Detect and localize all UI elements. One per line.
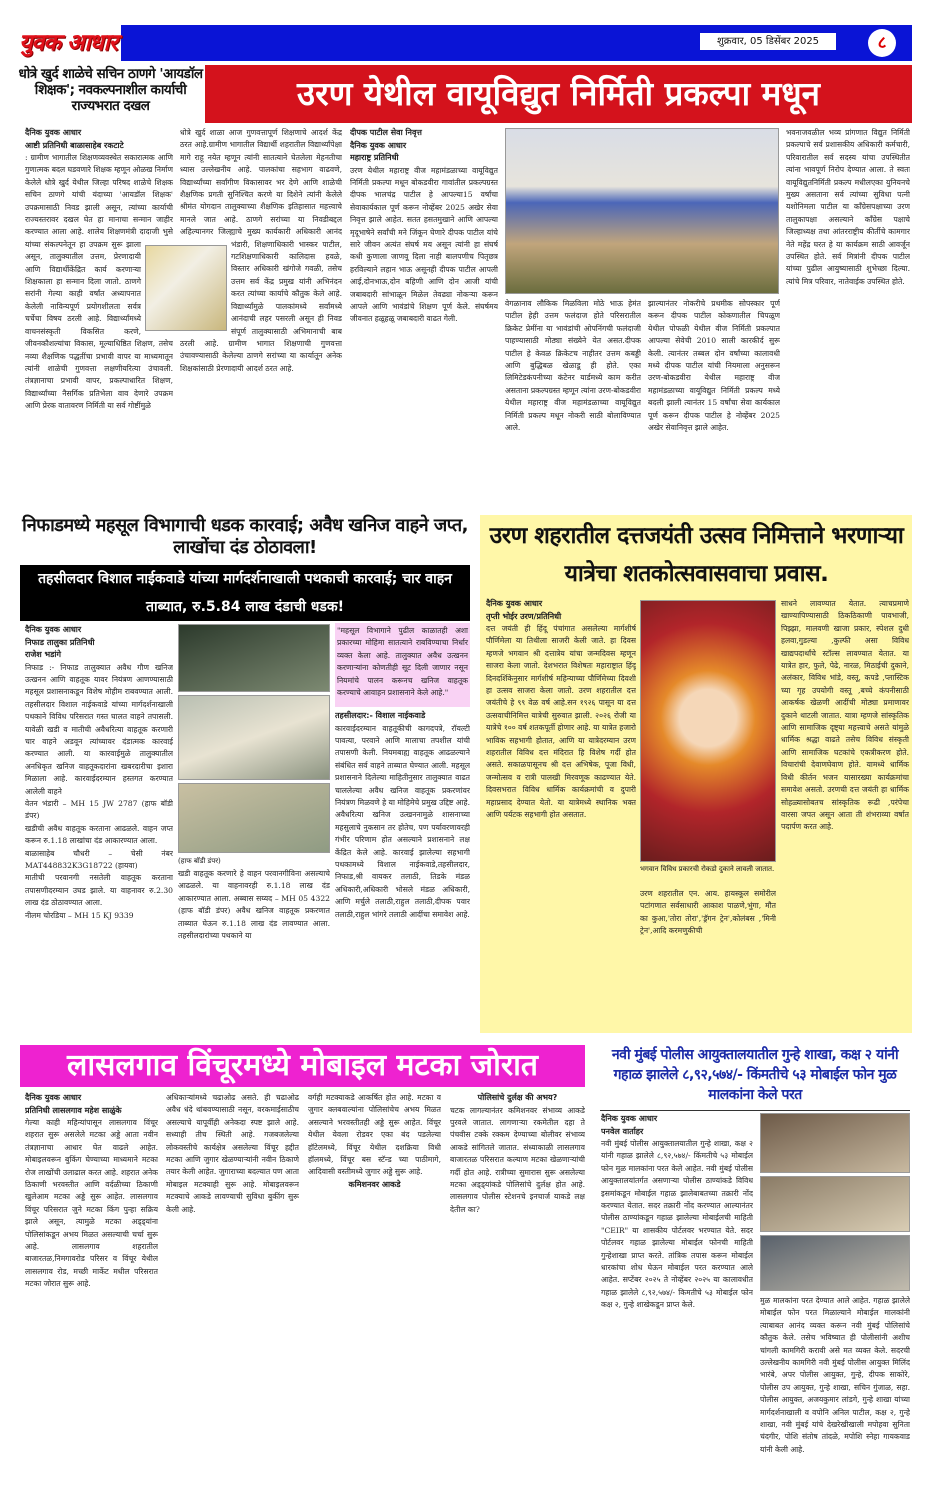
byline: दैनिक युवक आधार bbox=[486, 599, 543, 608]
byline: दैनिक युवक आधार bbox=[601, 1114, 658, 1123]
truck-photo bbox=[178, 695, 330, 780]
article-text: निफाड :- निफाड तालुक्यात अवैध गौण खनिज उत्खनन आणि वाहतूक यावर नियंत्रण आणण्यासाठी महसूल प्रशासनाकडून विशेष मोहीम राबवण्यात आली. तहसीलदार विशाल नाईकवाडे यांच्या मार्गदर्शनाखाली पथकाने विविध परिसरात गस्त घालत वाहने तपासली. यावेळी खडी व मातीची अवैधरित्या वाहतूक करणारी चार वाहने अडवून त्यांच्यावर दंडात्मक कारवाई करण्यात आली. या कारवाईमुळे तालुक्यातील अनधिकृत खनिज वाहतूकदारांना खबरदारीचा इशारा मिळाला आहे. कारवाईदरम्यान हस्तगत करण्यात आलेली वाहने bbox=[25, 662, 173, 796]
subheading: कमिशनवर आकडे bbox=[348, 1179, 401, 1189]
article4-col1 bbox=[486, 598, 636, 1028]
article4-col3: साधने लावण्यात येतात. त्याचप्रमाणे खाण्यापिण्यासाठी ठिकठिकाणी पावभाजी, पिझ्झा, मालवणी खाजा प्रकार, स्पेशल दुधी हलवा,गुडल्या ,कुल्फी असा विविध खाद्यपदार्थांचे स्टॉल्स लावण्यात येतात. या यात्रेत हार, फुले, पेढे, नारळ, मिठाईची दुकाने, अलंकार, विविध भांडे, वस्तू, कपडे ,प्लास्टिक च्या गृह उपयोगी वस्तू ,बच्चे कंपनीसाठी आकर्षक खेळणी आदींची मोठ्या प्रमाणावर दुकाने थाटली जातात. यात्रा म्हणजे सांस्कृतिक आणि सामाजिक दृष्ट्या महत्त्वाचे असते यांमुळे धार्मिक श्रद्धा वाढते तसेच विविध संस्कृती आणि सामाजिक घटकांचे एकत्रीकरण होते. विचारांची देवाणघेवाण होते. यामध्ये धार्मिक विधी कीर्तन भजन यासारख्या कार्यक्रमांचा समावेश असतो. उरणची दत्त जयंती हा धार्मिक सोहळ्यासोबतच सांस्कृतिक रूढी ,परंपेचा वारसा जपत असून आता ती शंभराव्या वर्षात पदार्पण करत आहे. bbox=[781, 599, 909, 832]
byline: पनवेल वार्ताहर bbox=[601, 1126, 644, 1136]
vehicle-entry: वेतन भंडारी – MH 15 JW 2787 (हाफ बॉडी डंपर) bbox=[25, 798, 173, 821]
byline: राजेश भडांगे bbox=[25, 650, 61, 659]
article-text: चटक लागल्यानंतर कमिशनवर संभाव्य आकडे पुरवले जातात. लागणाऱ्या रकमेतील दहा ते पंचवीस टक्के रक्कम देण्याच्या बोलीवर संभाव्य आकडे सांगितले जातात. संध्याकाळी लासलगाव बाजारतळ परिसरात कल्याण मटका खेळणाऱ्यांची गर्दी होत आहे. रात्रीच्या सुमारास सुरू असलेल्या मटका अड्ड्यांकडे पोलिसांचे दुर्लक्ष होत आहे. लासलगाव पोलीस स्टेशनचे इनचार्ज याकडे लक्ष देतील का? bbox=[450, 1105, 585, 1214]
vehicle-entry: नीलम चोरडिया – MH 15 KJ 9339 bbox=[25, 910, 134, 920]
article5-col1 bbox=[25, 1092, 158, 1492]
byline: दैनिक युवक आधार bbox=[350, 140, 407, 150]
article1-photo bbox=[145, 245, 227, 331]
byline: दैनिक युवक आधार bbox=[25, 128, 82, 137]
article-text: दत्त जयंती ही हिंदू पंचांगात असलेल्या मार्गशीर्ष पौर्णिमेला या तिथीला साजरी केली जाते. हा दिवस म्हणजे भगवान श्री दत्तात्रेय यांचा जन्मदिवस म्हणून साजरा केला जातो. देशभरात विशेषतः महाराष्ट्रात हिंदू दिनदर्शिकेनुसार मार्गशीर्ष महिन्याच्या पौर्णिमेच्या दिवशी हा उत्सव साजरा केला जातो. उरण शहरातील दत्त जयंतीचे हे ९९ वेळ वर्ष आहे.सन १९२६ पासून या दत्त उत्सवाचीनिमित्त यात्रेची सुरुवात झाली. २०२६ रोजी या यात्रेचे १०० वर्ष शतकपूर्ती होणार आहे. या यात्रेत हजारो भाविक सहभागी होतात, आणि या यात्रेदरम्यान उरण शहरातील विविध दत्त मंदिरात हि विशेष गर्दी होत असते. सकाळपासूनच श्री दत्त अभिषेक, पूजा विधी, जन्मोत्सव व रात्री पालखी मिरवणूक काढण्यात येते. दिवसभरात विविध धार्मिक कार्यक्रमांची व दुपारी महाप्रसाद देण्यात येतो. या यात्रेमध्ये स्थानिक भक्त आणि पर्यटक सहभागी होत असतात. bbox=[486, 624, 636, 820]
byline: महाराष्ट्र प्रतिनिधी bbox=[350, 153, 399, 162]
article-text: उरण येथील महाराष्ट्र वीज महामंडळाच्या वायूविद्युत निर्मिती प्रकल्पा मधून बोकडवीरा गावांतील प्रकल्पग्रस्त दीपक भालचंद्र पाटील हे आपल्या15 वर्षांचा सेवाकार्यकाल पूर्ण करून नोव्हेंबर 2025 अखेर सेवा निवृत्त झाले आहेत. सतत हसतमुखाने आणि आपल्या मृदूभाषेने सर्वांची मने जिंकून घेणारे दीपक पाटील यांचे सारे जीवन अत्यंत संघर्ष मय असून त्यांनी हा संघर्ष कधी कुणाला जाणवू दिला नाही बालपणीच पितृछत्र हरविल्याने लहान भाऊ असूनही दीपक पाटील आपली आई,दोनभाऊ,दोन बहिणी आणि दोन आजी यांची जबाबदारी सांभाळून मिळेल तेवढ्या नोकऱ्या करून आपले आणि भावंडांचे शिक्षण पूर्ण केले. संघर्षमय जीवनात हळूहळू जबाबदारी वाढत गेली. bbox=[350, 165, 498, 324]
page-number: ८ bbox=[868, 29, 896, 57]
mobile-return-photo bbox=[760, 1235, 910, 1291]
byline: आष्टी प्रतिनिधी बाळासाहेब रकटाटे bbox=[25, 140, 124, 150]
article-text: नवी मुंबई पोलीस आयुक्तालयातील गुन्हे शाखा, कक्ष २ यांनी गहाळ झालेले ८,९२,५७४/- किंमतीचे ५३ मोबाईल फोन मुळ मालकांना परत केले आहेत. नवी मुंबई पोलीस आयुक्तालयांतर्गत असणाऱ्या पोलीस ठाण्यांकडे विविध इसमांकडून मोबाईल गहाळ झालेबाबतच्या तक्रारी नोंद करण्यात येतात. सदर तक्रारी नोंद करण्यात आल्यानंतर पोलीस ठाण्यांकडून गहाळ झालेल्या मोबाईलची माहिती "CEIR" या शासकीय पोर्टलवर भरण्यात येते. सदर पोर्टलवर गहाळ झालेल्या मोबाईल फोनची माहिती गुन्हेशाखा प्राप्त करते. तांत्रिक तपास करून मोबाईल धारकांचा शोध घेऊन मोबाईल परत करण्यात आले आहेत. सप्टेंबर २०२५ ते नोव्हेंबर २०२५ या कालावधीत गहाळ झालेले ८,९२,५७४/- किमतीचे ५३ मोबाईल फोन कक्ष २, गुन्हे शाखेकडून प्राप्त केले. bbox=[601, 1139, 753, 1310]
photo-caption: (हाफ बॉडी डंपर) bbox=[178, 857, 221, 865]
article5-headline-banner: लासलगाव विंचूरमध्ये मोबाइल मटका जोरात bbox=[20, 1045, 585, 1087]
article5-col3 bbox=[308, 1092, 441, 1492]
article3-quote-box: "महसूल विभागाने पुढील काळातही अशा प्रकारच्या मोहिमा सातत्याने राबविण्याचा निर्धार व्यक्त केला आहे. तालुक्यात अवैध उत्खनन करणाऱ्यांना कोणतीही सूट दिली जाणार नसून नियमांचे पालन करूनच खनिज वाहतूक करण्याचे आवाहन प्रशासनाने केले आहे." bbox=[335, 623, 470, 707]
mobile-return-photo bbox=[760, 1113, 910, 1173]
subheading: पोलिसांचे दुर्लक्ष की अभय? bbox=[477, 1093, 558, 1102]
article2-col4: भवनाजवळील भव्य प्रांगणात विद्युत निर्मिती प्रकल्पाचे सर्व प्रशासकीय अधिकारी कर्मचारी, परिवारातील सर्व सदस्य यांचा उपस्थितीत त्यांना भावपूर्ण निरोप देण्यात आला. ते स्वतः वायूविद्युतनिर्मिती प्रकल्प मधीलएका युनियनचे मुख्य असताना सर्व त्यांच्या सुविधा पत्नी यशोनिमला पाटील या कॉंग्रेसपक्षाच्या उरण तालुकापक्षा असल्याने कॉंग्रेस पक्षाचे जिल्हाध्यक्ष तथा आंतरराष्ट्रीय कीर्तीचे कामगार नेते महेंद्र घरत हे या कार्यक्रम साठी आवर्जून उपस्थित होते. सर्व मित्रांनी दीपक पाटील यांच्या पुढील आयुष्यासाठी शुभेच्छा दिल्या. त्यांचे मित्र परिवार, नातेवाईक उपस्थित होते. bbox=[786, 128, 910, 286]
article4-headline: उरण शहरातील दत्तजयंती उत्सव निमित्ताने भरणाऱ्या यात्रेचा शतकोत्सवासवाचा प्रवास. bbox=[489, 523, 904, 587]
article3-headline: निफाडमध्ये महसूल विभागाची धडक कारवाई; अवैध खनिज वाहने जप्त, लाखोंचा दंड ठोठावला! bbox=[22, 515, 468, 558]
article3-col1 bbox=[25, 624, 173, 1034]
article2-headline-banner: उरण येथील वायूविद्युत निर्मिती प्रकल्पा मधून bbox=[205, 65, 912, 123]
article2-col1 bbox=[350, 127, 498, 505]
article5-col2: अधिकाऱ्यांमध्ये चढाओढ असते. ही चढाओढ अवैध धंदे थांबवण्यासाठी नसून, वरकमाईसाठीच असल्याचे यापूर्वीही अनेकदा स्पष्ट झाले आहे. सध्याही तीच स्थिती आहे. गजबजलेल्या लोकवस्तीचे कार्यक्षेत्र असलेल्या विंचूर हद्दीत मटका आणि जुगार खेळण्याऱ्यांनी नवीन ठिकाणे तयार केली आहेत. जुगाराच्या बदल्यात पण आता मोबाइल मटक्याही सुरू आहे. मोबाइलवरून मटक्याचे आकडे लावण्याची सुविधा बुकींग सुरू केली आहे. bbox=[166, 1093, 299, 1214]
byline: दैनिक युवक आधार bbox=[25, 1093, 82, 1102]
article-text: वर्गही मटक्याकडे आकर्षित होत आहे. मटका व जुगार क्लबवाल्यांना पोलिसांचेच अभय मिळत असल्याने भरवस्तीतही अड्डे सुरू आहेत. विंचूर येथील येवला रोडवर एका बंद पडलेल्या हॉटेलमध्ये, विंचूर येथील दशक्रिया विधी हॉलमध्ये, विंचूर बस स्टॅन्ड च्या पाठीमागे, आदिवासी वस्तीमध्ये जुगार अड्डे सुरू आहे. bbox=[308, 1093, 441, 1177]
byline: दैनिक युवक आधार bbox=[25, 625, 82, 634]
article-text: कारवाईदरम्यान वाहतूकीची कागदपत्रे, रॉयल्टी पावत्या, परवाने आणि मालाचा तपशील यांची तपासणी केली. नियमबाह्य वाहतूक आढळल्याने संबंधित सर्व वाहने ताब्यात घेण्यात आली. महसूल प्रशासनाने दिलेल्या माहितीनुसार तालुक्यात वाढत चाललेल्या अवैध खनिज वाहतूक प्रकरणांवर नियंत्रण मिळवणे हे या मोहिमेचे प्रमुख उद्दिष्ट आहे. अवैधरित्या खनिज उत्खननामुळे शासनाच्या महसुलाचे नुकसान तर होतेच, पण पर्यावरणावरही गंभीर परिणाम होत असल्याने प्रशासनाने लक्ष केंद्रित केले आहे. कारवाई झालेल्या सहभागी पथकामध्ये विशाल नाईकवाडे,तहसीलदार, निफाड,श्री वायकर तलाठी, तिडके मंडळ अधिकारी,अधिकारी भोसले मंडळ अधिकारी, आणि मर्चुले तलाठी,राहुल तलाठी,दीपक पवार तलाठी,राहुल भांगरे तलाठी आदींचा समावेश आहे. bbox=[335, 723, 470, 919]
newspaper-logo: युवक आधार bbox=[15, 25, 121, 61]
vehicle-entry: मातीची परवानगी नसतेली वाहतूक करताना तपासणीदरम्यान उघड झाले. या वाहनावर रु.2.30 लाख दंड ठोठावण्यात आला. bbox=[25, 873, 173, 908]
article3-col2: खडी वाहतूक करणारे हे वाहन परवानगीविना असल्याचे आढळले. या वाहनावरही रु.1.18 लाख दंड आकारण्यात आला. अब्बास सय्यद – MH 05 4322 (हाफ बॉडी डंपर) अवैध खनिज वाहतूक प्रकरणात ताब्यात घेऊन रु.1.18 लाख दंड लावण्यात आला. तहसीलदारांच्या पथकाने या bbox=[178, 869, 330, 941]
kicker: दीपक पाटील सेवा निवृत्त bbox=[350, 128, 422, 137]
truck-photo bbox=[178, 624, 330, 692]
article5-col4 bbox=[450, 1092, 585, 1492]
article2-photo bbox=[505, 128, 779, 294]
article2-col3: झाल्यानंतर नोकरीचे प्रथमीक सोपस्कार पूर्ण करून दीपक पाटील कोकणातील चिपळूण येथील पोफळी येथील वीज निर्मिती प्रकल्पात आपल्या सेवेची 2010 साली कारकीर्द सुरू केली. त्यानंतर तब्बल दोन वर्षांच्या कालावधी मध्ये दीपक पाटील यांची नियमाला अनुसरून उरण-बोकडवीरा येथील महाराष्ट्र वीज महामंडळाच्या वायूविद्युत निर्मिती प्रकल्प मध्ये बदली झाली त्यानंतर 15 वर्षांचा सेवा कार्यकाल पूर्ण करून दीपक पाटील हे नोव्हेंबर 2025 अखेर सेवानिवृत्त झाले आहेत. bbox=[648, 299, 780, 433]
article6-col1 bbox=[601, 1113, 753, 1493]
article1-headline: धोत्रे खुर्द शाळेचे सचिन ठाणगे 'आयडॉल शिक्षक'; नवकल्पनाशील कार्याची राज्यभरात दखल bbox=[18, 66, 203, 115]
article3-col3 bbox=[335, 710, 470, 1030]
dattatreya-image bbox=[640, 600, 776, 862]
truck-photo bbox=[178, 783, 330, 853]
article-text: गेल्या काही महिन्यांपासून लासलगाव विंचूर शहरात सुरू असलेले मटका अड्डे आता नवीन तंत्रज्ञानाचा आधार घेत वाढले आहेत. मोबाइलवरून बुकिंग घेण्याच्या माध्यमाने मटका रोज लाखोंची उलाढाल करत आहे. शहरात अनेक ठिकाणी भरवस्तीत आणि वर्दळीच्या ठिकाणी खुलेआम मटका अड्डे सुरू आहेत. लासलगाव विंचूर परिसरात जुने मटका किंग पुन्हा सक्रिय झाले असून, त्यामुळे मटका अड्ड्यांना पोलिसांकडून अभय मिळत असल्याची चर्चा सुरू आहे. लासलगाव शहरातील बाजारतळ,निमगावरोड परिसर व विंचूर येथील लासलगाव रोड, मच्छी मार्केट मधील परिसरात मटका जोरात सुरू आहे. bbox=[25, 1118, 158, 1289]
image-caption: भगवान विविध प्रकारची रोकडो दुकाने लावली जातात. bbox=[640, 865, 775, 873]
article-text: धोत्रे खुर्द शाळा आज गुणवत्तापूर्ण शिक्षणाचे आदर्श केंद्र ठरत आहे.ग्रामीण भागातील विद्यार्थी शहरातील विद्यार्थ्यांपेक्षा मागे राहू नयेत म्हणून त्यांनी सातत्याने घेतलेला मेहनतीचा ध्यास उल्लेखनीय आहे. पालकांचा सहभाग वाढवणे, विद्यार्थ्यांच्या सर्वांगीण विकासावर भर देणे आणि शाळेची शैक्षणिक प्रगती सुनिश्चित करणे या दिशेने त्यांनी केलेले श्रीमंत योगदान तालुक्याच्या शैक्षणिक इतिहासात महत्त्वाचे मानले जात आहे. ठाणगे सरांच्या या निवडीबद्दल अहिल्यानगर जिल्ह्याचे मुख्य कार्यकारी अधिकारी आनंद भंडारी, शिक्षणाधिकारी भास्कर पाटील, गटशिक्षणाधिकारी कालिदास हवळे, विस्तार अधिकारी खंगोजे गवळी, तसेच उत्तम सर्व केंद्र प्रमुख यांनी अभिनंदन करत त्यांच्या कार्याचे कौतुक केले आहे. विद्यार्थ्यांमुळे पालकांमध्ये सर्वांमध्ये आनंदाची लहर पसरली असून ही निवड संपूर्ण तालुक्यासाठी अभिमानाची बाब ठरली आहे. ग्रामीण भागात शिक्षणाची गुणवत्ता उंचावण्यासाठी केलेल्या ठाणगे सरांच्या या कार्यातून अनेक शिक्षकांसाठी प्रेरणादायी आदर्श ठरत आहे. bbox=[180, 128, 342, 373]
divider bbox=[600, 1110, 910, 1111]
article6-headline: नवी मुंबई पोलीस आयुक्तालयातील गुन्हे शाखा, कक्ष २ यांनी गहाळ झालेले ८,९२,५७४/- किंमतीचे ५३ मोबाईल फोन मुळ मालकांना केले परत bbox=[611, 1047, 899, 1103]
article6-col2: मुळ मालकांना परत देण्यात आले आहेत. गहाळ झालेले मोबाईल फोन परत मिळाल्याने मोबाईल मालकांनी त्याबाबत आनंद व्यक्त करून नवी मुंबई पोलिसांचे कौतुक केले. तसेच भविष्यात ही पोलीसांनी अशीच चांगली कामगिरी करावी असे मत व्यक्त केले. सदरची उल्लेखनीय कामगिरी नवी मुंबई पोलीस आयुक्त मिलिंद भारंबे, अपर पोलीस आयुक्त, गुन्हे, दीपक साकोरे, पोलीस उप आयुक्त, गुन्हे शाखा, सचिन गुंजाळ, सहा. पोलीस आयुक्त, अजयकुमार लांडगे, गुन्हे शाखा यांच्या मार्गदर्शनाखाली व वपोनि अनिल पाटील, कक्ष २, गुन्हे शाखा, नवी मुंबई यांचे देखरेखीखाली मपोहवा सुनिता चंदगीर, पोशि संतोष तांदळे, मपोशि स्नेहा गायकवाड यांनी केली आहे. bbox=[760, 1296, 910, 1454]
article2-col2: वेगळानाव लौकिक मिळविला मोठे भाऊ हेमंत पाटील हेही उत्तम फलंदाज होते परिसरातील क्रिकेट प्रेमींना या भावंडांची ओपनिंगची फलंदाजी पाहण्यासाठी मोठ्या संख्येने येत असत.दीपक पाटील हे केवळ क्रिकेटच नाहीतर उत्तम कबड्डी आणि बुद्धिबळ खेळाडू ही होते. एका लिमिटेडकंपनीच्या कंटेनर यार्डमध्ये काम करीत असताना प्रकल्पग्रस्त म्हणून त्यांना उरण-बोकडवीरा येथील महाराष्ट्र वीज महामंडळाच्या वायूविद्युत निर्मिती प्रकल्प मधून नोकरी साठी बोलाविण्यात आले. bbox=[505, 299, 641, 433]
byline: निफाड तालुका प्रतिनिधी bbox=[25, 637, 95, 647]
quote-author: तहसीलदार:- विशाल नाईकवाडे bbox=[335, 711, 426, 720]
article3-subhead: तहसीलदार विशाल नाईकवाडे यांच्या मार्गदर्शनाखाली पथकाची कारवाई; चार वाहन ताब्यात, रु.5.84 लाख दंडाची धडक! bbox=[20, 565, 470, 621]
vehicle-entry: खडीची अवैध वाहतूक करताना आढळले. वाहन जप्त करून रु.1.18 लाखांचा दंड आकारण्यात आला. bbox=[25, 823, 173, 846]
article4-col2: उरण शहरातील एन. आय. हायस्कूल समोरील पटांगणात सर्वसाधारी आकाश पाळणे,भुंगा, मौत का कुआ,'तोरा तोरा','ड्रॅगन ट्रेन',कोलंबस ,'मिनी ट्रेन',आदि करमणुकीची bbox=[640, 889, 776, 936]
vehicle-entry: बाळासाहेब चौधरी – चेसी नंबर MAT448832K3G18722 (हायवा) bbox=[25, 848, 173, 870]
byline: तृप्ती भोईर उरण/प्रतिनिधी bbox=[486, 611, 562, 621]
article-text: : ग्रामीण भागातील शिक्षणव्यवस्थेत सकारात्मक आणि गुणात्मक बदल घडवणारे शिक्षक म्हणून ओळख निर्माण केलेले धोत्रे खुर्द येथील जिल्हा परिषद शाळेचे शिक्षक सचिन ठाणगे यांची यंदाच्या 'आयडॉल शिक्षक' उपक्रमासाठी निवड झाली असून, त्यांच्या कार्याची राज्यस्तरावर दखल घेत हा मानाचा सन्मान जाहीर करण्यात आला आहे. शालेय शिक्षणमंत्री दादाजी भुसे यांच्या संकल्पनेतून हा उपक्रम सुरू झाला असून, तालुक्यातील उत्तम, प्रेरणादायी आणि विद्यार्थीकेंद्रित कार्य करणाऱ्या शिक्षकाला हा सन्मान दिला जातो. ठाणगे सरांनी गेल्या काही वर्षांत अध्यापनात केलेली नाविन्यपूर्ण प्रयोगशीलता सर्वत्र चर्चेचा विषय ठरली आहे. विद्यार्थ्यांमध्ये वाचनसंस्कृती विकसित करणे, जीवनकौशल्यांचा विकास, मूल्याधिष्ठित शिक्षण, तसेच नव्या शैक्षणिक पद्धतींचा प्रभावी वापर या माध्यमातून त्यांनी शाळेची गुणवत्ता लक्षणीयरित्या उंचावली. तंत्रज्ञानाचा प्रभावी वापर, प्रकल्पाधारित शिक्षण, विद्यार्थ्यांच्या नैसर्गिक प्रतिभेला वाव देणारे उपक्रम आणि प्रेरक वातावरण निर्मिती या सर्व गोष्टींमुळे bbox=[25, 153, 173, 411]
mobile-return-photo bbox=[760, 1176, 910, 1232]
issue-date: शुक्रवार, 05 डिसेंबर 2025 bbox=[700, 33, 836, 50]
byline: प्रतिनिधी लासलगाव महेश साळुंके bbox=[25, 1105, 122, 1115]
